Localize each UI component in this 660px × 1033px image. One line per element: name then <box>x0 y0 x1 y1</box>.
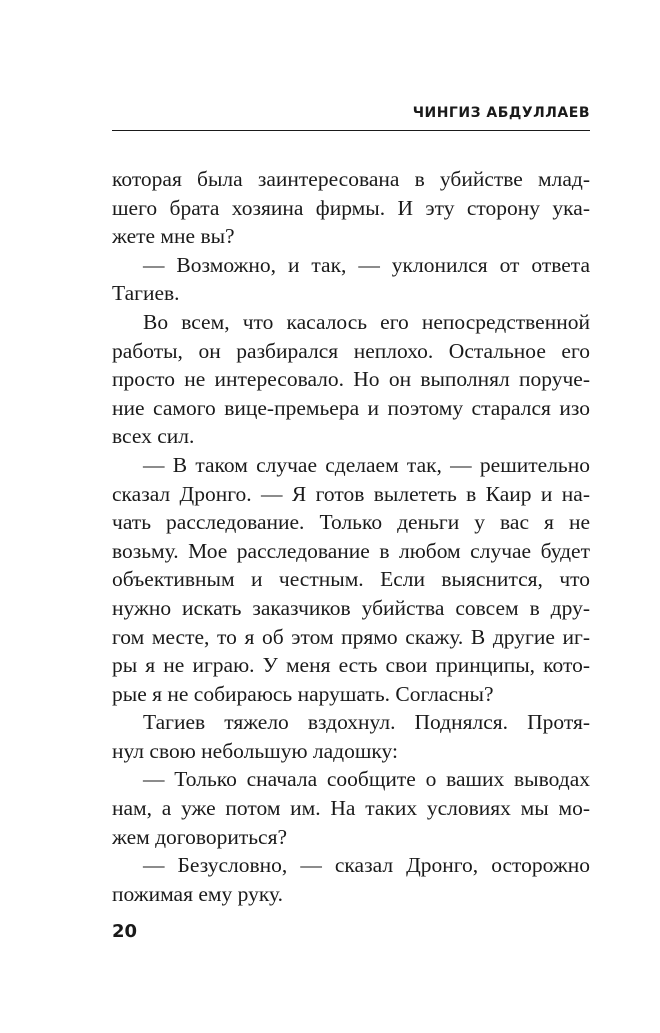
text-line: сказал Дронго. — Я готов вылететь в Каир и на- <box>112 481 590 506</box>
text-line: — Безусловно, — сказал Дронго, осторожно <box>143 853 590 878</box>
text-line: Во всем, что касалось его непосредственной <box>143 309 590 334</box>
text-line: пожимая ему руку. <box>112 881 283 906</box>
header-author: ЧИНГИЗ АБДУЛЛАЕВ <box>412 105 590 121</box>
text-line: шего брата хозяина фирмы. И эту сторону ука- <box>112 195 590 220</box>
text-line: ры я не играю. У меня есть свои принципы, кото- <box>112 653 590 678</box>
text-line: жете мне вы? <box>112 224 235 249</box>
text-line: работы, он разбирался неплохо. Остальное его <box>112 338 590 363</box>
text-line: нам, а уже потом им. На таких условиях мы мо- <box>112 796 590 821</box>
body-text <box>112 165 590 908</box>
text-line: — В таком случае сделаем так, — решительно <box>143 452 590 477</box>
text-line: просто не интересовало. Но он выполнял поруче- <box>112 367 590 392</box>
text-line: нул свою небольшую ладошку: <box>112 738 398 763</box>
text-line: объективным и честным. Если выяснится, что <box>112 567 590 592</box>
page-number: 20 <box>112 921 138 942</box>
text-line: жем договориться? <box>112 824 288 849</box>
text-line: — Возможно, и так, — уклонился от ответа <box>143 252 590 277</box>
text-line: всех сил. <box>112 424 195 449</box>
text-line: — Только сначала сообщите о ваших выводах <box>143 767 590 792</box>
text-line: возьму. Мое расследование в любом случае будет <box>112 538 590 563</box>
running-header <box>112 102 590 131</box>
text-line: Тагиев тяжело вздохнул. Поднялся. Протя- <box>143 710 590 735</box>
text-line: рые я не собираюсь нарушать. Согласны? <box>112 681 494 706</box>
text-line: ние самого вице-премьера и поэтому старался изо <box>112 395 590 420</box>
text-line: гом месте, то я об этом прямо скажу. В другие иг- <box>112 624 590 649</box>
text-line: чать расследование. Только деньги у вас я не <box>112 510 590 535</box>
text-line: нужно искать заказчиков убийства совсем в дру- <box>112 595 590 620</box>
text-line: Тагиев. <box>112 281 180 306</box>
text-line: которая была заинтересована в убийстве млад- <box>112 167 590 191</box>
